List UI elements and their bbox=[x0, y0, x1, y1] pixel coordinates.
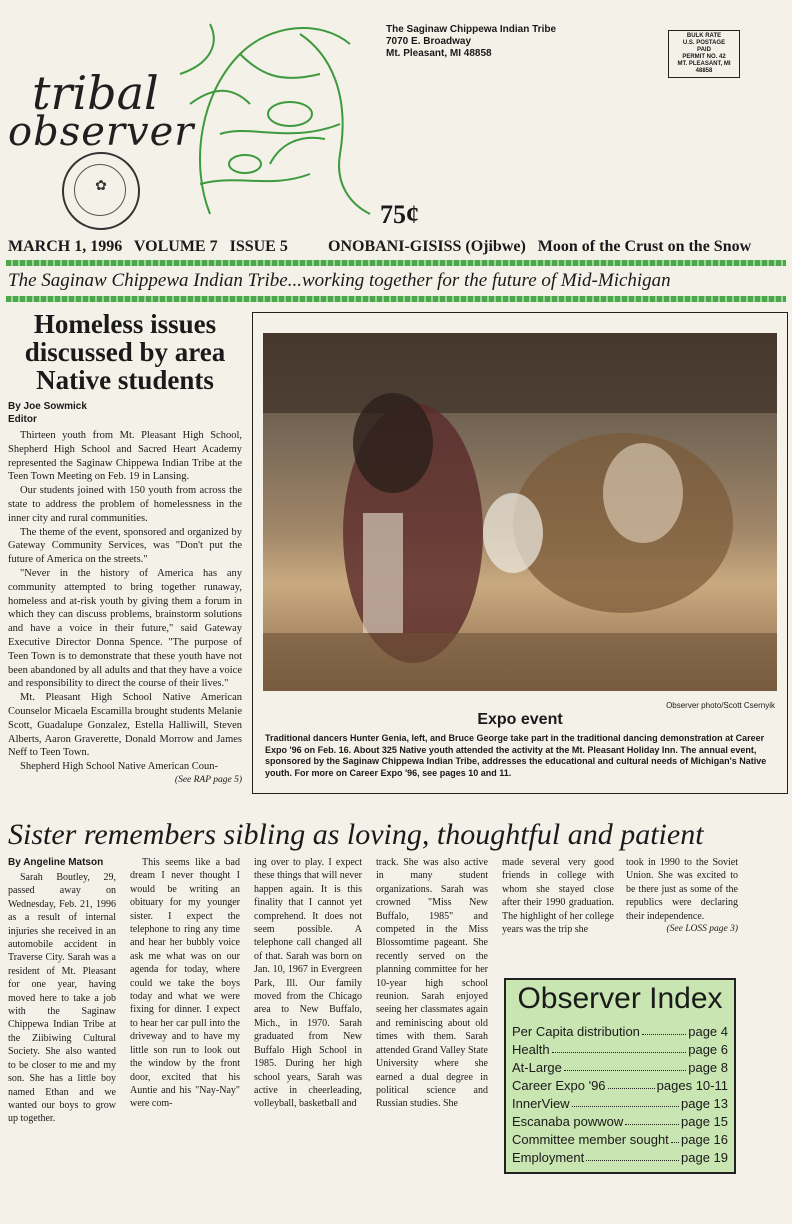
postage-line: PAID bbox=[697, 47, 711, 53]
tribal-seal-icon: ✿ bbox=[62, 152, 140, 230]
masthead-title-line2: observer bbox=[8, 109, 195, 155]
article1-body bbox=[8, 400, 242, 788]
vine-divider bbox=[6, 296, 786, 302]
index-label: InnerView bbox=[512, 1096, 570, 1111]
paragraph: made several very good friends in college with whom she stayed close after their 1990 graduation. The highlight of her college years was the trip she bbox=[502, 857, 614, 936]
observer-index bbox=[504, 978, 736, 1174]
index-entry[interactable] bbox=[512, 1078, 728, 1093]
issue-price: 75¢ bbox=[380, 200, 419, 229]
index-page: page 15 bbox=[681, 1114, 728, 1129]
postage-indicia bbox=[668, 30, 740, 78]
leader-dots bbox=[608, 1078, 655, 1089]
leader-dots bbox=[642, 1024, 686, 1035]
article2-column-5 bbox=[502, 856, 614, 936]
postage-line: MT. PLEASANT, MI bbox=[677, 61, 731, 67]
dancers-photo bbox=[263, 333, 777, 691]
index-title: Observer Index bbox=[517, 982, 723, 1015]
index-page: pages 10-11 bbox=[656, 1078, 728, 1093]
moon-line: ONOBANI-GISISS (Ojibwe) Moon of the Crust on the Snow bbox=[328, 238, 752, 255]
photo-credit: Observer photo/Scott Csernyik bbox=[666, 701, 775, 710]
article1-jump: (See RAP page 5) bbox=[174, 774, 242, 785]
paragraph: took in 1990 to the Soviet Union. She was excited to be there just as some of the republics were declaring their independence. bbox=[626, 857, 738, 922]
index-entry[interactable] bbox=[512, 1114, 728, 1129]
paragraph: "Never in the history of America has any community attempted to bring together runaway, homeless and at-risk youth by giving them a forum in which they can discuss problems, brainstorm solutions and have a voice in their future," said Gateway Executive Director Donna Spence. "The purpose of Teen Town is to demonstrate that these youth have not been abandoned by all adults and that they have a voice and responsibility to direct the course of their lives." bbox=[8, 567, 242, 690]
index-entry[interactable] bbox=[512, 1132, 728, 1147]
index-entry[interactable] bbox=[512, 1150, 728, 1165]
index-page: page 4 bbox=[688, 1024, 728, 1039]
leader-dots bbox=[671, 1132, 679, 1143]
article1-byline-role: Editor bbox=[8, 414, 37, 425]
article1-headline: Homeless issues discussed by area Native students bbox=[24, 309, 226, 395]
article2-column-4 bbox=[376, 856, 488, 1111]
article2-jump: (See LOSS page 3) bbox=[666, 924, 738, 935]
index-entry[interactable] bbox=[512, 1060, 728, 1075]
slogan: The Saginaw Chippewa Indian Tribe...working together for the future of Mid-Michigan bbox=[8, 270, 671, 291]
paragraph: Mt. Pleasant High School Native American Counselor Micaela Escamilla brought students Melanie Scott, Guadalupe Gonzalez, Estella Halliwill, Steven Alberts, Aaron Graverette, Donald Morrow and James Neff to Teen Town. bbox=[8, 692, 242, 759]
address-line: Mt. Pleasant, MI 48858 bbox=[386, 48, 492, 59]
index-label: At-Large bbox=[512, 1060, 562, 1075]
photo-caption: Traditional dancers Hunter Genia, left, and Bruce George take part in the traditional dancing demonstration at Career Expo '96 on Feb. 16. About 325 Native youth attended the activity at the Mt. Pleasant Holiday Inn. The annual event, sponsored by the Saginaw Chippewa Indian Tribe, addresses the educational and cultural needs of Michigan's Native youth. For more on Career Expo '96, see pages 10 and 11. bbox=[265, 733, 767, 778]
postage-line: 48858 bbox=[695, 68, 713, 74]
article2-column-3 bbox=[254, 856, 362, 1111]
address-line: The Saginaw Chippewa Indian Tribe bbox=[386, 24, 557, 35]
paragraph: Our students joined with 150 youth from across the state to address the problem of homelessness in the inner city and rural communities. bbox=[8, 485, 242, 524]
index-label: Per Capita distribution bbox=[512, 1024, 640, 1039]
index-page: page 16 bbox=[681, 1132, 728, 1147]
index-label: Career Expo '96 bbox=[512, 1078, 606, 1093]
mailing-address bbox=[386, 24, 556, 60]
paragraph: track. She was also active in many student organizations. Sarah was crowned "Miss New Buffalo, 1985" and competed in the Miss Blossomtime pageant. She recently served on the planning committee for her 10-year high school reunion. Sarah enjoyed seeing her classmates again and reminiscing about old times with them. Sarah attended Grand Valley State University where she earned a dual degree in political science and Russian studies. She bbox=[376, 857, 488, 1110]
article2-column-2 bbox=[130, 856, 240, 1111]
article1-text bbox=[8, 429, 242, 788]
index-page: page 8 bbox=[688, 1060, 728, 1075]
index-page: page 6 bbox=[688, 1042, 728, 1057]
index-page: page 19 bbox=[681, 1150, 728, 1165]
article2-headline: Sister remembers sibling as loving, thoughtful and patient bbox=[8, 818, 704, 851]
leader-dots bbox=[572, 1096, 679, 1107]
article2-column-1 bbox=[8, 856, 116, 1126]
paragraph: Thirteen youth from Mt. Pleasant High School, Shepherd High School and Sacred Heart Academy represented the Saginaw Chippewa Indian Tribe at the Teen Town Meeting on Feb. 19 in Lansing. bbox=[8, 430, 242, 483]
leader-dots bbox=[586, 1150, 679, 1161]
photo-title: Expo event bbox=[477, 711, 563, 728]
postage-line: BULK RATE bbox=[686, 33, 722, 39]
article1-byline: By Joe Sowmick bbox=[8, 401, 87, 412]
paragraph: Shepherd High School Native American Coun- bbox=[20, 761, 219, 773]
dateline: MARCH 1, 1996 VOLUME 7 ISSUE 5 bbox=[8, 238, 288, 255]
article2-byline: By Angeline Matson bbox=[8, 857, 104, 868]
photo-box bbox=[252, 312, 788, 794]
paragraph: Sarah Boutley, 29, passed away on Wednesday, Feb. 21, 1996 as a result of internal injuries she received in an automobile accident in Traverse City. Sarah was a resident of Mt. Pleasant for one year, having moved here to take a job with the Saginaw Chippewa Indian Tribe at the Ziibiwing Cultural Society. She also wanted to be closer to me and my son. She has a little boy named Ethan and we wanted our boys to grow up together. bbox=[8, 872, 116, 1125]
index-entry[interactable] bbox=[512, 1024, 728, 1039]
index-entry[interactable] bbox=[512, 1042, 728, 1057]
masthead-title-line1: tribal bbox=[32, 66, 159, 120]
postage-line: PERMIT NO. 42 bbox=[682, 54, 726, 60]
leader-dots bbox=[564, 1060, 686, 1071]
index-label: Employment bbox=[512, 1150, 585, 1165]
index-entry[interactable] bbox=[512, 1096, 728, 1111]
index-label: Escanaba powwow bbox=[512, 1114, 624, 1129]
vine-divider bbox=[6, 260, 786, 266]
leader-dots bbox=[625, 1114, 679, 1125]
address-line: 7070 E. Broadway bbox=[386, 36, 472, 47]
leader-dots bbox=[552, 1042, 687, 1053]
index-page: page 13 bbox=[681, 1096, 728, 1111]
article2-column-6 bbox=[626, 856, 738, 936]
index-label: Health bbox=[512, 1042, 550, 1057]
postage-line: U.S. POSTAGE bbox=[682, 40, 726, 46]
paragraph: ing over to play. I expect these things that will never happen again. It is this finality that I cannot yet comprehend. It does not seem possible. A telephone call changed all of that. Sarah was born on Jan. 10, 1967 in Evergreen Park, Ill. Our family moved from the Chicago area to New Buffalo, Mich., in 1970. Sarah graduated from New Buffalo High School in 1985. During her high school years, Sarah was active in cheerleading, volleyball, basketball and bbox=[254, 857, 362, 1110]
paragraph: The theme of the event, sponsored and organized by Gateway Community Services, was "Don't put the future of America on the streets." bbox=[8, 526, 242, 566]
index-label: Committee member sought bbox=[512, 1132, 669, 1147]
paragraph: This seems like a bad dream I never thought I would be writing an obituary for my younger sister. I expect the telephone to ring any time and hear her bubbly voice ask me what was on our agenda for today, where could we take the boys today and what we were fixing for dinner. I expect to hear her car pull into the driveway and to have my little son run to look out the window by the front door, excited that his Auntie and his "Nay-Nay" were com- bbox=[130, 857, 240, 1110]
